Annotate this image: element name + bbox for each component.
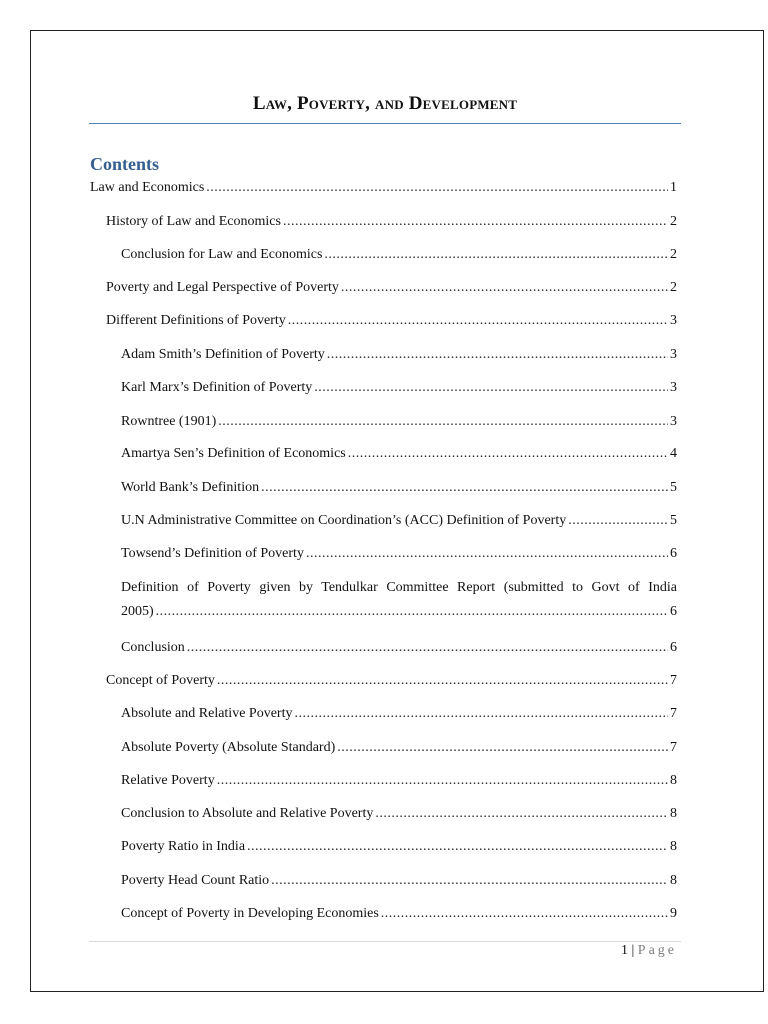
- toc-dot-leader: [568, 510, 668, 532]
- toc-entry-poverty-legal[interactable]: [106, 277, 677, 299]
- toc-entry-label: Rowntree (1901): [121, 414, 217, 429]
- toc-entry-towsend[interactable]: [121, 543, 677, 565]
- footer-separator: |: [631, 943, 635, 958]
- page-footer: [621, 943, 677, 959]
- toc-entry-relative-poverty[interactable]: [121, 770, 677, 792]
- document-page: [30, 30, 764, 992]
- title-divider: [89, 123, 681, 124]
- footer-page-number: 1: [620, 943, 628, 958]
- toc-entry-label: Conclusion to Absolute and Relative Poverty: [121, 806, 374, 821]
- toc-entry-label: Relative Poverty: [121, 773, 215, 788]
- toc-entry-page: 8: [670, 873, 677, 888]
- toc-entry-label: Conclusion for Law and Economics: [121, 247, 323, 262]
- toc-entry-label: Law and Economics: [90, 180, 205, 195]
- toc-entry-absolute-relative[interactable]: [121, 703, 677, 725]
- toc-entry-definitions[interactable]: [106, 310, 677, 332]
- toc-dot-leader: [341, 277, 668, 299]
- toc-entry-page: 2: [670, 280, 677, 295]
- toc-entry-label: History of Law and Economics: [106, 214, 281, 229]
- toc-entry-page: 8: [670, 806, 677, 821]
- toc-entry-head-count[interactable]: [121, 870, 677, 892]
- toc-entry-history-of-law[interactable]: [106, 211, 677, 233]
- toc-dot-leader: [156, 600, 668, 624]
- toc-entry-label: Conclusion: [121, 640, 185, 655]
- toc-entry-label: Towsend’s Definition of Poverty: [121, 546, 304, 561]
- toc-entry-page: 2: [670, 214, 677, 229]
- footer-page-word: Page: [637, 943, 677, 958]
- toc-entry-page: 7: [670, 740, 677, 755]
- toc-entry-page: 8: [670, 773, 677, 788]
- toc-dot-leader: [187, 637, 668, 659]
- toc-dot-leader: [283, 211, 668, 233]
- toc-entry-page: 3: [670, 414, 677, 429]
- toc-entry-page: 9: [670, 906, 677, 921]
- footer-divider: [89, 941, 681, 942]
- toc-entry-adam-smith[interactable]: [121, 344, 677, 366]
- toc-entry-karl-marx[interactable]: [121, 377, 677, 399]
- toc-entry-label: Absolute Poverty (Absolute Standard): [121, 740, 336, 755]
- toc-dot-leader: [247, 836, 668, 858]
- toc-entry-concept-of-poverty[interactable]: [106, 670, 677, 692]
- toc-dot-leader: [218, 411, 668, 433]
- toc-dot-leader: [375, 803, 668, 825]
- toc-dot-leader: [271, 870, 668, 892]
- toc-entry-label: Concept of Poverty: [106, 673, 215, 688]
- toc-entry-page: 3: [670, 380, 677, 395]
- toc-dot-leader: [206, 177, 668, 199]
- toc-entry-page: 2: [670, 247, 677, 262]
- toc-entry-page: 5: [670, 513, 677, 528]
- toc-dot-leader: [217, 670, 668, 692]
- toc-entry-label: Different Definitions of Poverty: [106, 313, 286, 328]
- toc-entry-page: 6: [670, 604, 677, 619]
- toc-entry-tendulkar[interactable]: [121, 576, 677, 624]
- toc-entry-label-line1: Definition of Poverty given by Tendulkar Committee Report (submitted to Govt of India: [121, 580, 677, 595]
- toc-entry-absolute-poverty[interactable]: [121, 737, 677, 759]
- toc-entry-conclusion-absolute[interactable]: [121, 803, 677, 825]
- toc-entry-law-and-economics[interactable]: [90, 177, 677, 199]
- toc-entry-label-line2: 2005): [121, 604, 154, 619]
- toc-entry-page: 6: [670, 640, 677, 655]
- toc-entry-label: Absolute and Relative Poverty: [121, 706, 293, 721]
- toc-entry-page: 6: [670, 546, 677, 561]
- toc-dot-leader: [217, 770, 668, 792]
- toc-entry-label: World Bank’s Definition: [121, 480, 260, 495]
- toc-entry-page: 4: [670, 446, 677, 461]
- toc-entry-world-bank[interactable]: [121, 477, 677, 499]
- toc-entry-label: U.N Administrative Committee on Coordination’s (ACC) Definition of Poverty: [121, 513, 567, 528]
- toc-entry-label: Concept of Poverty in Developing Economies: [121, 906, 379, 921]
- toc-entry-amartya-sen[interactable]: [121, 443, 677, 465]
- toc-dot-leader: [381, 903, 668, 925]
- toc-dot-leader: [337, 737, 668, 759]
- toc-entry-developing-economies[interactable]: [121, 903, 677, 925]
- toc-entry-page: 3: [670, 313, 677, 328]
- toc-entry-page: 5: [670, 480, 677, 495]
- toc-dot-leader: [261, 477, 668, 499]
- toc-entry-label: Karl Marx’s Definition of Poverty: [121, 380, 313, 395]
- toc-entry-page: 7: [670, 706, 677, 721]
- toc-entry-page: 1: [670, 180, 677, 195]
- document-title: Law, Poverty, and Development: [252, 93, 518, 114]
- toc-entry-label: Amartya Sen’s Definition of Economics: [121, 446, 346, 461]
- toc-entry-label: Poverty Head Count Ratio: [121, 873, 270, 888]
- toc-entry-page: 7: [670, 673, 677, 688]
- toc-entry-rowntree[interactable]: [121, 411, 677, 433]
- toc-entry-conclusion-law[interactable]: [121, 244, 677, 266]
- toc-dot-leader: [306, 543, 668, 565]
- toc-entry-poverty-ratio[interactable]: [121, 836, 677, 858]
- toc-entry-label: Adam Smith’s Definition of Poverty: [121, 347, 325, 362]
- toc-dot-leader: [314, 377, 668, 399]
- toc-entry-un-acc[interactable]: [121, 510, 677, 532]
- toc-dot-leader: [327, 344, 668, 366]
- toc-dot-leader: [288, 310, 668, 332]
- toc-entry-label: Poverty Ratio in India: [121, 839, 246, 854]
- toc-entry-page: 8: [670, 839, 677, 854]
- toc-dot-leader: [294, 703, 668, 725]
- toc-entry-page: 3: [670, 347, 677, 362]
- toc-entry-conclusion[interactable]: [121, 637, 677, 659]
- contents-heading: Contents: [90, 154, 160, 174]
- toc-dot-leader: [348, 443, 668, 465]
- toc-dot-leader: [324, 244, 668, 266]
- toc-entry-label: Poverty and Legal Perspective of Poverty: [106, 280, 339, 295]
- toc-entry-line2: [121, 600, 677, 624]
